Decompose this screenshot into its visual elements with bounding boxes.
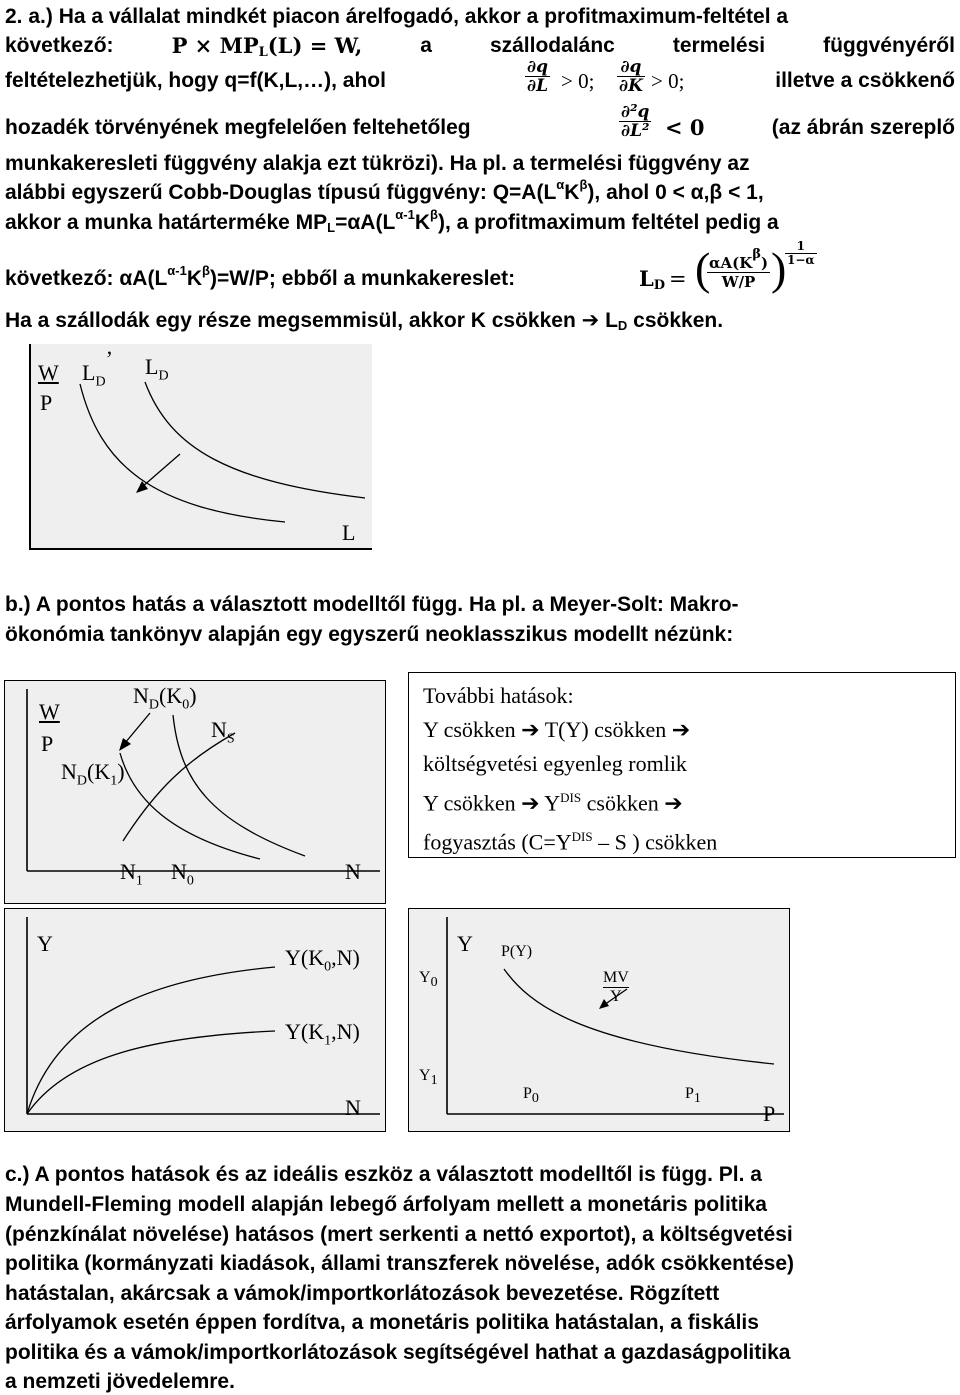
label-y1: $Y_1$	[419, 1067, 438, 1089]
part-c-line-1: c.) A pontos hatások és az ideális eszköz a választott modelltől is függ. Pl. a	[5, 1163, 762, 1186]
box-row-1: Y csökken ➔ T(Y) csökken ➔	[423, 717, 691, 742]
part-a-line-5: munkakeresleti függvény alakja ezt tükrözi). Ha pl. a termelési függvény az	[5, 152, 750, 175]
labor-demand-curve-shifted	[80, 384, 285, 522]
part-b-line-1: b.) A pontos hatás a választott modelltől függ. Ha pl. a Meyer-Solt: Makro-	[5, 593, 739, 616]
label-y-k1: $Y(K_1,N)$	[285, 1019, 360, 1049]
part-a-line-3: feltételezhetjük, hogy q=f(K,L,…), ahol $\frac{\partial q}{\partial L}$ > 0; $\frac{\partial q}{\partial K}$ > 0; illetve a csökkenő	[5, 57, 955, 96]
box-row-4: fogyasztás ($C=Y^{DIS} - S$ ) csökken	[423, 829, 718, 855]
demand-curve-p-y	[504, 969, 774, 1064]
axis-label-l: L	[342, 520, 356, 545]
part-a-line-6: alábbi egyszerű Cobb-Douglas típusú függvény: $Q=A(L^\alpha K^\beta)$, ahol 0 < α,β < 1,	[5, 177, 764, 204]
axis-label-w: W	[38, 360, 59, 385]
axis-label-n: N	[345, 859, 361, 884]
label-ld-prime: $L_D$’	[82, 346, 113, 390]
left-paren: (	[695, 243, 711, 294]
further-effects-box	[408, 672, 956, 858]
axis-label-p: P	[763, 1101, 776, 1126]
part-a-line-7: akkor a munka határterméke $MP_L=\alpha A(L^{\alpha-1}K^\beta)$, a profitmaximum feltétel pedig a	[5, 207, 779, 235]
fraction-d2q-dl2: $\frac{\text{∂²q}}{\text{∂L²}}$	[621, 102, 650, 141]
label-n0: $N_0$	[171, 859, 194, 889]
arrow-right-icon: ➔	[581, 309, 600, 332]
shift-arrow	[142, 454, 180, 487]
label-y0: $Y_0$	[419, 969, 438, 991]
part-c-line-3: (pénzkínálat növelése) hatásos (mert serkenti a nettó exportot), a költségvetési	[5, 1223, 793, 1246]
labor-demand-k1-curve	[120, 753, 260, 859]
axis-label-w: W	[39, 699, 60, 724]
labor-supply-curve	[123, 733, 235, 841]
shift-arrow	[125, 713, 150, 743]
box-title: További hatások:	[423, 683, 574, 708]
label-p1: $P_1$	[685, 1085, 701, 1107]
figure-production-function	[4, 908, 386, 1132]
axis-label-n: N	[345, 1095, 361, 1120]
box-row-3: Y csökken ➔ $Y^{DIS}$ csökken ➔	[423, 790, 683, 816]
fraction-dq-dk: $\frac{\partial q}{\partial K}$	[619, 57, 643, 96]
label-p0: $P_0$	[523, 1085, 539, 1107]
production-curve-k1	[27, 1031, 275, 1114]
label-mv-y: MV Y	[603, 969, 629, 1005]
axis-label-p: P	[41, 731, 54, 756]
figure-2-svg	[5, 681, 385, 903]
part-a-line-4: hozadék törvényének megfelelően feltehetőleg $\frac{\text{∂²q}}{\text{∂L²}}$ < 0 (az ábrán szereplő	[5, 102, 955, 141]
label-n1: $N_1$	[120, 859, 143, 889]
part-c-line-2: Mundell-Fleming modell alapján lebegő árfolyam mellett a monetáris politika	[5, 1193, 767, 1216]
part-a-line-2: következő: $P \times MP_L(L) = W$, a szállodalánc termelési függvényéről	[5, 33, 955, 60]
part-c-line-8: a nemzeti jövedelemre.	[5, 1370, 235, 1393]
figure-labor-demand	[30, 344, 372, 550]
part-b-line-2: ökonómia tankönyv alapján egy egyszerű neoklasszikus modellt nézünk:	[5, 623, 734, 646]
part-c-line-7: politika és a vámok/importkorlátozások segítségével hathat a gazdaságpolitika	[5, 1341, 791, 1364]
part-c-line-5: hatástalan, akárcsak a vámok/importkorlátozások bevezetése. Rögzített	[5, 1282, 720, 1305]
label-p-y: P(Y)	[501, 943, 533, 960]
part-c-line-6: árfolyamok esetén éppen fordítva, a monetáris politika hatástalan, a fiskális	[5, 1311, 759, 1334]
part-a-line-1: 2. a.) Ha a vállalat mindkét piacon árelfogadó, akkor a profitmaximum-feltétel a	[5, 5, 789, 28]
arrowhead-icon	[119, 738, 131, 751]
label-ld: $L_D$	[145, 354, 169, 384]
label-y-k0: $Y(K_0,N)$	[285, 945, 360, 975]
axis-label-y: Y	[37, 931, 53, 956]
label-nd-k0: $N_D(K_0)$	[133, 683, 197, 713]
axis-label-y: Y	[457, 931, 473, 956]
labor-demand-fraction: $\frac{\alpha A(K^\beta)}{W/P}$	[709, 247, 769, 291]
box-row-2: költségvetési egyenleg romlik	[423, 751, 687, 776]
production-curve-k0	[27, 967, 275, 1114]
fraction-dq-dl: $\frac{\partial q}{\partial L}$	[527, 57, 549, 96]
part-a-line-9: Ha a szállodák egy része megsemmisül, akkor K csökken ➔ $L_D$ csökken.	[5, 309, 724, 333]
exponent-fraction: $\frac{1}{1-\alpha}$	[787, 239, 815, 267]
label-nd-k1: $N_D(K_1)$	[61, 759, 125, 789]
part-c-line-4: politika (kormányzati kiadások, állami transzferek növelése, adók csökkentése)	[5, 1252, 795, 1275]
figure-labor-market	[4, 680, 386, 904]
labor-demand-curve	[145, 382, 365, 498]
figure-price-curve	[408, 908, 790, 1132]
label-ns: $N_S$	[211, 717, 235, 747]
right-paren: )	[771, 243, 787, 294]
axis-label-p: P	[40, 390, 53, 415]
part-a-line-8: következő: $\alpha A(L^{\alpha-1}K^\beta)=W/P$; ebből a munkakereslet: $L_D$ = ( $\frac{\alpha A(K^\beta)}{W/P}$ ) $\frac{1}{1-\alpha}$	[5, 239, 815, 294]
